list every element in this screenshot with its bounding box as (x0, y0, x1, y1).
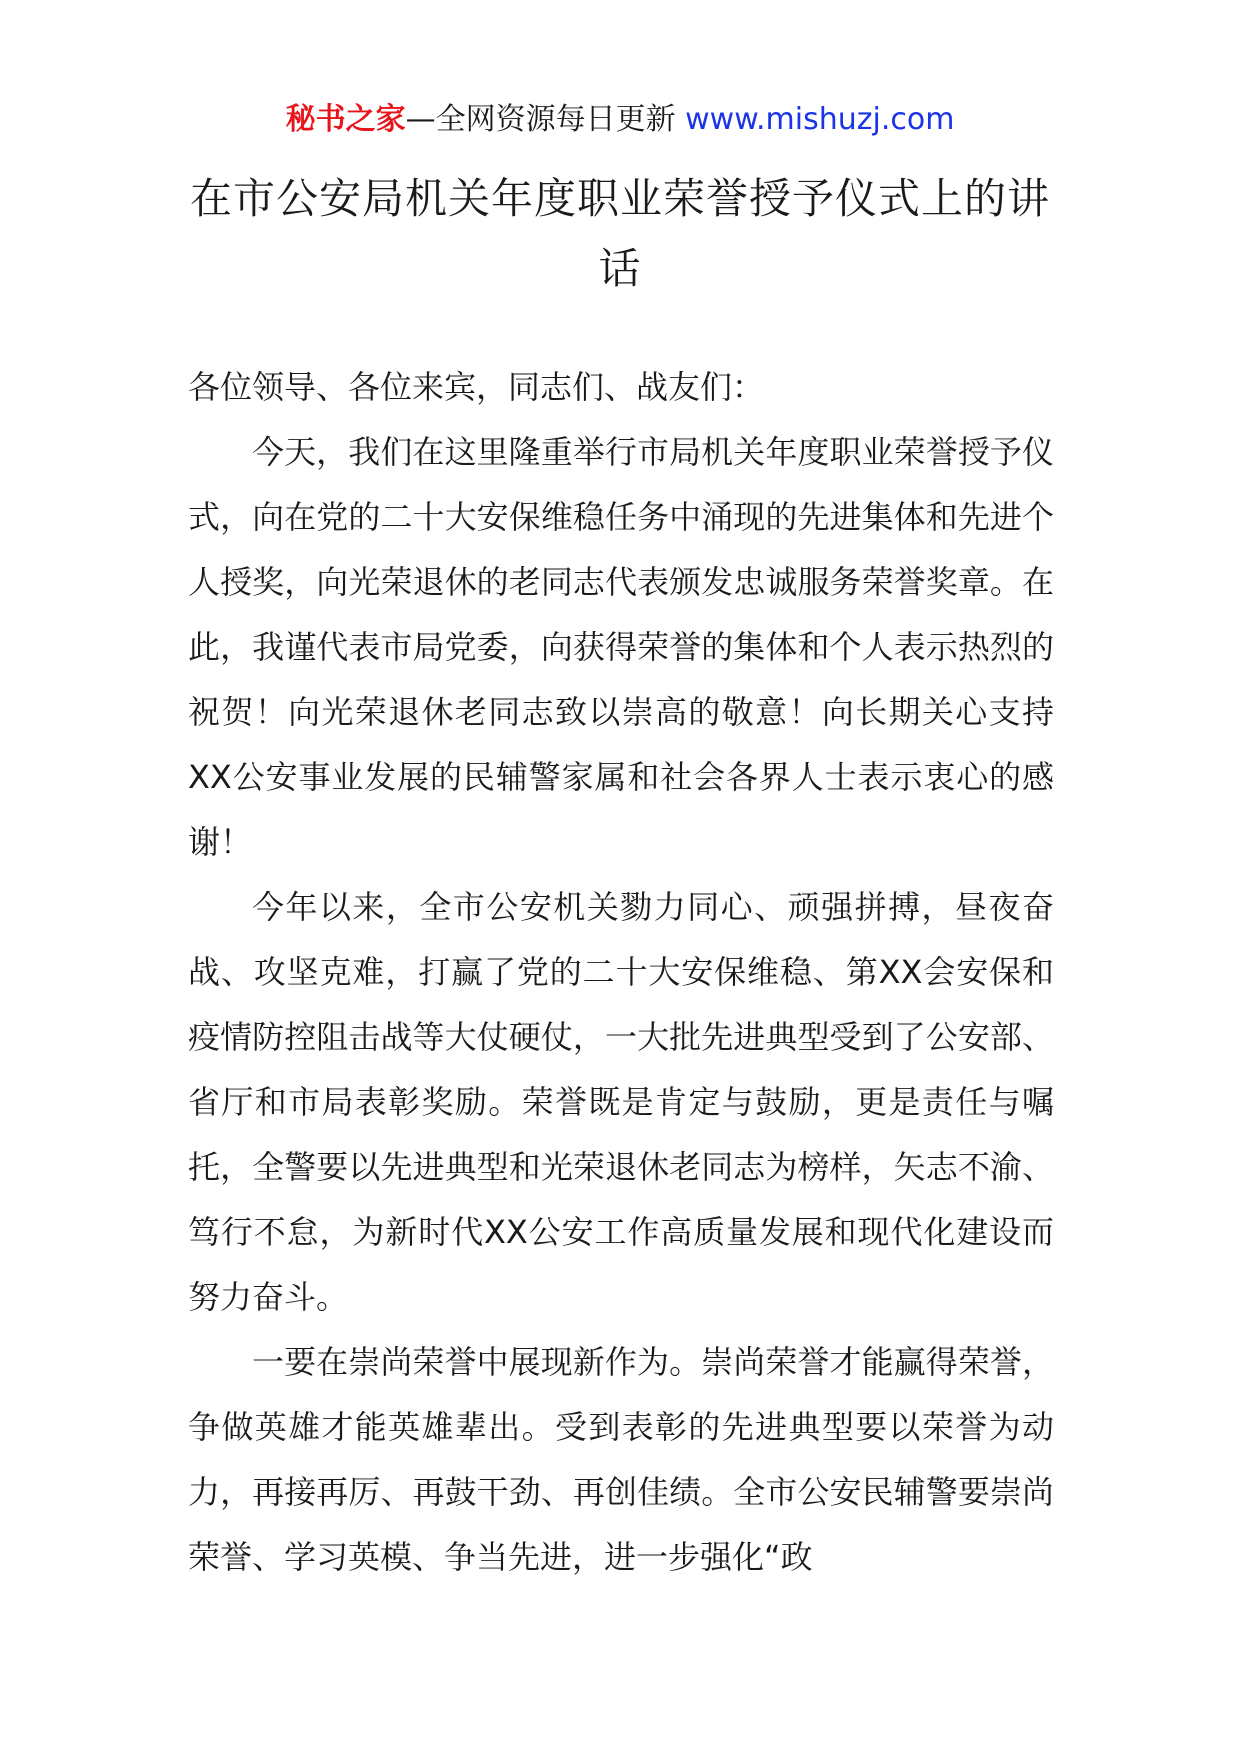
header-tagline: —全网资源每日更新 (405, 102, 686, 137)
paragraph: 一要在崇尚荣誉中展现新作为。崇尚荣誉才能赢得荣誉，争做英雄才能英雄辈出。受到表彰的先进典型要以荣誉为动力，再接再厉、再鼓干劲、再创佳绩。全市公安民辅警要崇尚荣誉、学习英模、争当先进，进一步强化“政 (188, 1343, 1054, 1576)
document-title: 在市公安局机关年度职业荣誉授予仪式上的讲话 (189, 174, 1050, 293)
site-header (0, 100, 1240, 140)
paragraph: 今年以来，全市公安机关勠力同心、顽强拼搏，昼夜奋战、攻坚克难，打赢了党的二十大安保维稳、第XX会安保和疫情防控阻击战等大仗硬仗，一大批先进典型受到了公安部、省厅和市局表彰奖励。荣誉既是肯定与鼓励，更是责任与嘱托，全警要以先进典型和光荣退休老同志为榜样，矢志不渝、笃行不怠，为新时代XX公安工作高质量发展和现代化建设而努力奋斗。 (188, 888, 1054, 1316)
brand-name: 秘书之家 (285, 102, 406, 137)
document-body (188, 355, 1054, 1590)
salutation: 各位领导、各位来宾，同志们、战友们： (188, 368, 765, 406)
paragraph: 今天，我们在这里隆重举行市局机关年度职业荣誉授予仪式，向在党的二十大安保维稳任务中涌现的先进集体和先进个人授奖，向光荣退休的老同志代表颁发忠诚服务荣誉奖章。在此，我谨代表市局党委，向获得荣誉的集体和个人表示热烈的祝贺！向光荣退休老同志致以崇高的敬意！向长期关心支持XX公安事业发展的民辅警家属和社会各界人士表示衷心的感谢！ (188, 433, 1054, 861)
site-url: www.mishuzj.com (685, 102, 955, 137)
